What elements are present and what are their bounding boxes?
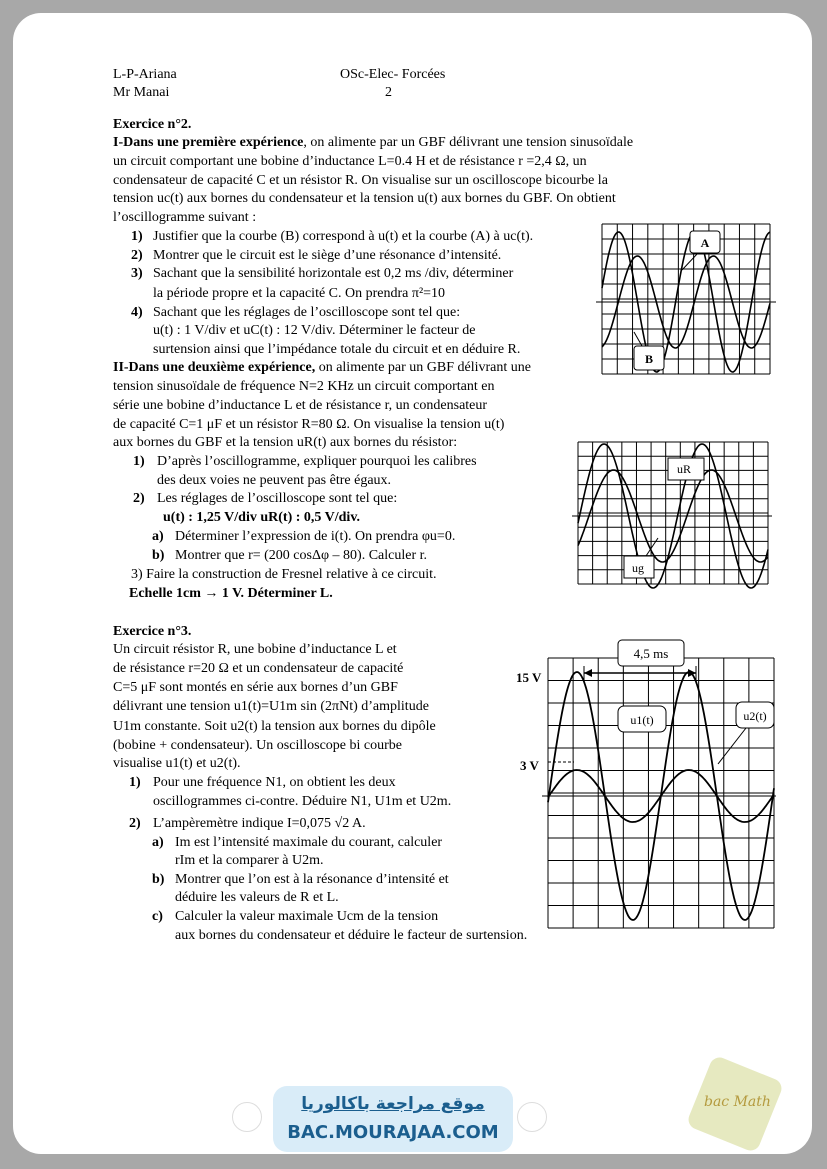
oscillogram-1 <box>586 222 776 400</box>
label-a: A <box>700 236 710 250</box>
ex3-line7: visualise u1(t) et u2(t). <box>113 756 241 771</box>
period-arrow-left-head <box>584 669 592 677</box>
ex2-q4-num: 4) <box>131 305 143 320</box>
u2-pointer <box>718 728 746 764</box>
school-name: L-P-Ariana <box>113 67 177 82</box>
ex2-r3b: Echelle 1cm → 1 V. Déterminer L. <box>129 586 333 601</box>
ex2-q2: Montrer que le circuit est le siège d’une résonance d’intensité. <box>153 248 502 263</box>
ex2-q4b: u(t) : 1 V/div et uC(t) : 12 V/div. Déterminer le facteur de <box>153 323 476 338</box>
u2-label: u2(t) <box>743 709 767 723</box>
ex3-title: Exercice n°3. <box>113 624 192 639</box>
label-ur: uR <box>676 462 692 476</box>
ex3-q2ab: rIm et la comparer à U2m. <box>175 853 324 868</box>
period-label: 4,5 ms <box>633 646 669 661</box>
ex2-q2-num: 2) <box>131 248 143 263</box>
book-logo-icon <box>232 1102 262 1132</box>
ex3-q2a-num: a) <box>152 835 164 850</box>
ex2-q4c: surtension ainsi que l’impédance totale du circuit et en déduire R. <box>153 342 521 357</box>
ex2-r2b-text: Montrer que r= (200 cosΔφ – 80). Calculer r. <box>175 548 428 563</box>
period-arrow-right-head <box>688 669 696 677</box>
ex2-r1b: des deux voies ne peuvent pas être égaux. <box>157 473 392 488</box>
ex2-q1-num: 1) <box>131 229 143 244</box>
v15-label: 15 V <box>516 670 542 685</box>
ex2-line4: tension uc(t) aux bornes du condensateur et la tension u(t) aux bornes du GBF. On obtient <box>113 191 616 206</box>
ex2-part2-line5: aux bornes du GBF et la tension uR(t) aux bornes du résistor: <box>113 435 458 450</box>
ex3-q1a: Pour une fréquence N1, on obtient les deux <box>153 775 396 790</box>
ex2-q3b: la période propre et la capacité C. On prendra π²=10 <box>153 286 446 301</box>
label-b: B <box>644 352 654 366</box>
bacmath-label: bac Math <box>704 1094 771 1110</box>
banner-arabic: موقع مراجعة باكالوريا <box>301 1094 485 1114</box>
ex3-q2cb: aux bornes du condensateur et déduire le facteur de surtension. <box>175 928 528 943</box>
ex2-part2-line2: tension sinusoïdale de fréquence N=2 KHz un circuit comportant en <box>113 379 495 394</box>
u1-label: u1(t) <box>630 713 654 727</box>
banner-site: BAC.MOURAJAA.COM <box>287 1122 499 1143</box>
ex3-line1: Un circuit résistor R, une bobine d’inductance L et <box>113 642 397 657</box>
ex2-q3a: Sachant que la sensibilité horizontale est 0,2 ms /div, déterminer <box>153 266 514 281</box>
ex2-line5: l’oscillogramme suivant : <box>113 210 257 225</box>
ex3-q2c-num: c) <box>152 909 163 924</box>
ex2-line2: un circuit comportant une bobine d’inductance L=0.4 H et de résistance r =2,4 Ω, un <box>113 154 587 169</box>
ex3-q2b-num: b) <box>152 872 165 887</box>
ex3-q1b: oscillogrammes ci-contre. Déduire N1, U1m et U2m. <box>153 794 452 809</box>
ex3-q2-num: 2) <box>129 816 141 831</box>
ex2-r2a: Les réglages de l’oscilloscope sont tel que: <box>157 491 398 506</box>
ex2-r1-num: 1) <box>133 454 145 469</box>
page-number: 2 <box>385 85 392 100</box>
ex2-q1: Justifier que la courbe (B) correspond à u(t) et la courbe (A) à uc(t). <box>153 229 534 244</box>
ex3-line6: (bobine + condensateur). Un oscilloscope bi courbe <box>113 738 402 753</box>
ex2-r2b: u(t) : 1,25 V/div uR(t) : 0,5 V/div. <box>163 510 361 525</box>
ex2-part2-line4: de capacité C=1 μF et un résistor R=80 Ω. On visualise la tension u(t) <box>113 417 505 432</box>
ex3-q2ba: Montrer que l’on est à la résonance d’intensité et <box>175 872 449 887</box>
ex2-part2-line1: II-Dans une deuxième expérience, on alimente par un GBF délivrant une <box>113 360 531 375</box>
ex2-q4a: Sachant que les réglages de l’oscilloscope sont tel que: <box>153 305 461 320</box>
ex3-line4: délivrant une tension u1(t)=U1m sin (2πNt) d’amplitude <box>113 699 429 714</box>
oscillogram-3 <box>514 636 776 936</box>
teacher-name: Mr Manai <box>113 85 170 100</box>
ex3-q2ca: Calculer la valeur maximale Ucm de la tension <box>175 909 439 924</box>
oscillogram-2 <box>570 432 772 604</box>
ex2-r1a: D’après l’oscillogramme, expliquer pourquoi les calibres <box>157 454 477 469</box>
ex2-r2-num: 2) <box>133 491 145 506</box>
ex2-q3-num: 3) <box>131 266 143 281</box>
ex2-r2a-num: a) <box>152 529 164 544</box>
v3-label: 3 V <box>520 758 539 773</box>
ex3-q2bb: déduire les valeurs de R et L. <box>175 890 339 905</box>
ex2-title: Exercice n°2. <box>113 117 192 132</box>
ex2-r2a-text: Déterminer l’expression de i(t). On prendra φu=0. <box>175 529 456 544</box>
ex3-line2: de résistance r=20 Ω et un condensateur de capacité <box>113 661 404 676</box>
ex3-line3: C=5 μF sont montés en série aux bornes d’un GBF <box>113 680 398 695</box>
doc-title: OSc-Elec- Forcées <box>340 67 446 82</box>
site-banner[interactable] <box>273 1086 513 1152</box>
ex2-line1: I-Dans une première expérience, on alimente par un GBF délivrant une tension sinusoïdale <box>113 135 634 150</box>
ex2-line3: condensateur de capacité C et un résistor R. On visualise sur un oscilloscope bicourbe la <box>113 173 608 188</box>
label-ug: ug <box>632 561 644 575</box>
ex2-part2-line3: série une bobine d’inductance L et de résistance r, un condensateur <box>113 398 488 413</box>
ex2-r3: 3) Faire la construction de Fresnel relative à ce circuit. <box>131 567 437 582</box>
ex3-q2aa: Im est l’intensité maximale du courant, calculer <box>175 835 443 850</box>
ex3-q2: L’ampèremètre indique I=0,075 √2 A. <box>153 816 366 831</box>
ex3-q1-num: 1) <box>129 775 141 790</box>
ex3-line5: U1m constante. Soit u2(t) la tension aux bornes du dipôle <box>113 719 436 734</box>
book-logo-icon <box>517 1102 547 1132</box>
ex2-r2b-num: b) <box>152 548 165 563</box>
